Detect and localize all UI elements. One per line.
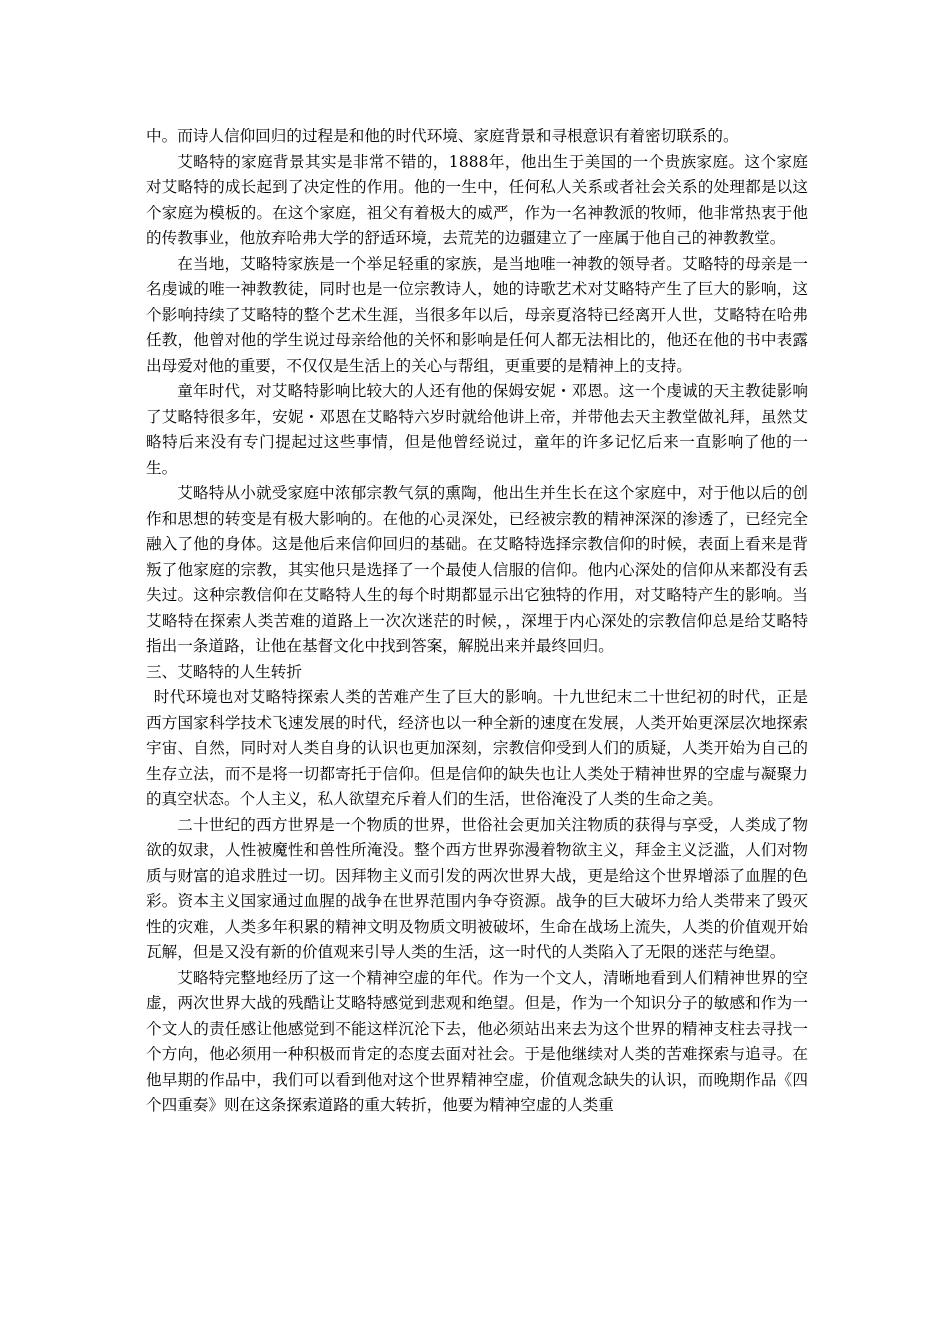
paragraph-religious-upbringing: 艾略特从小就受家庭中浓郁宗教气氛的熏陶，他出生并生长在这个家庭中，对于他以后的创作和思想的转变是有极大影响的。在他的心灵深处，已经被宗教的精神深深的渗透了，已经完全融入了他的身体。这是他后来信仰回归的基础。在艾略特选择宗教信仰的时候，表面上看来是背叛了他家庭的宗教，其实他只是选择了一个最使人信服的信仰。他内心深处的信仰从来都没有丢失过。这种宗教信仰在艾略特人生的每个时期都显示出它独特的作用，对艾略特产生的影响。当艾略特在探索人类苦难的道路上一次次迷茫的时候，，深埋于内心深处的宗教信仰总是给艾略特指出一条道路，让他在基督文化中找到答案，解脱出来并最终回归。 xyxy=(146,484,808,655)
paragraph-material-world: 二十世纪的西方世界是一个物质的世界，世俗社会更加关注物质的获得与享受，人类成了物欲的奴隶，人性被魔性和兽性所淹没。整个西方世界弥漫着物欲主义，拜金主义泛滥，人们对物质与财富的追求胜过一切。因拜物主义而引发的两次世界大战，更是给这个世界增添了血腥的色彩。资本主义国家通过血腥的战争在世界范围内争夺资源。战争的巨大破坏力给人类带来了毁灭性的灾难，人类多年积累的精神文明及物质文明被破坏，生命在战场上流失，人类的价值观开始瓦解，但是又没有新的价值观来引导人类的生活，这一时代的人类陷入了无限的迷茫与绝望。 xyxy=(146,815,808,961)
paragraph-continuation: 中。而诗人信仰回归的过程是和他的时代环境、家庭背景和寻根意识有着密切联系的。 xyxy=(146,127,739,145)
document-body xyxy=(146,124,808,1119)
paragraph-nanny-influence: 童年时代，对艾略特影响比较大的人还有他的保姆安妮・邓恩。这一个虔诚的天主教徒影响了艾略特很多年，安妮・邓恩在艾略特六岁时就给他讲上帝，并带他去天主教堂做礼拜，虽然艾略特后来没有专门提起过这些事情，但是他曾经说过，童年的许多记忆后来一直影响了他的一生。 xyxy=(146,382,808,477)
section-heading: 三、艾略特的人生转折 xyxy=(146,662,302,681)
paragraph-mother-influence: 在当地，艾略特家族是一个举足轻重的家族，是当地唯一神教的领导者。艾略特的母亲是一名虔诚的唯一神教教徒，同时也是一位宗教诗人，她的诗歌艺术对艾略特产生了巨大的影响，这个影响持续了艾略特的整个艺术生涯，当很多年以后，母亲夏洛特已经离开人世，艾略特在哈弗任教，他曾对他的学生说过母亲给他的关怀和影响是任何人都无法相比的，他还在他的书中表露出母爱对他的重要，不仅仅是生活上的关心与帮组，更重要的是精神上的支持。 xyxy=(146,254,808,375)
paragraph-family-background: 艾略特的家庭背景其实是非常不错的，1888年，他出生于美国的一个贵族家庭。这个家庭对艾略特的成长起到了决定性的作用。他的一生中，任何私人关系或者社会关系的处理都是以这个家庭为模板的。在这个家庭，祖父有着极大的威严，作为一名神教派的牧师，他非常热衷于他的传教事业，他放弃哈弗大学的舒适环境，去荒芜的边疆建立了一座属于他自己的神教教堂。 xyxy=(146,152,808,247)
paragraph-spiritual-emptiness: 艾略特完整地经历了这一个精神空虚的年代。作为一个文人，清晰地看到人们精神世界的空虚，两次世界大战的残酷让艾略特感觉到悲观和绝望。但是，作为一个知识分子的敏感和作为一个文人的责任感让他感觉到不能这样沉沦下去，他必须站出来去为这个世界的精神支柱去寻找一个方向，他必须用一种积极而肯定的态度去面对社会。于是他继续对人类的苦难探索与追寻。在他早期的作品中，我们可以看到他对这个世界精神空虚，价值观念缺失的认识，而晚期作品《四个四重奏》则在这条探索道路的重大转折，他要为精神空虚的人类重 xyxy=(146,968,808,1114)
paragraph-era-environment: 时代环境也对艾略特探索人类的苦难产生了巨大的影响。十九世纪末二十世纪初的时代，正是西方国家科学技术飞速发展的时代，经济也以一种全新的速度在发展，人类开始更深层次地探索宇宙、自然，同时对人类自身的认识也更加深刻，宗教信仰受到人们的质疑，人类开始为自己的生存立法，而不是将一切都寄托于信仰。但是信仰的缺失也让人类处于精神世界的空虚与凝聚力的真空状态。个人主义，私人欲望充斥着人们的生活，世俗淹没了人类的生命之美。 xyxy=(146,688,808,808)
